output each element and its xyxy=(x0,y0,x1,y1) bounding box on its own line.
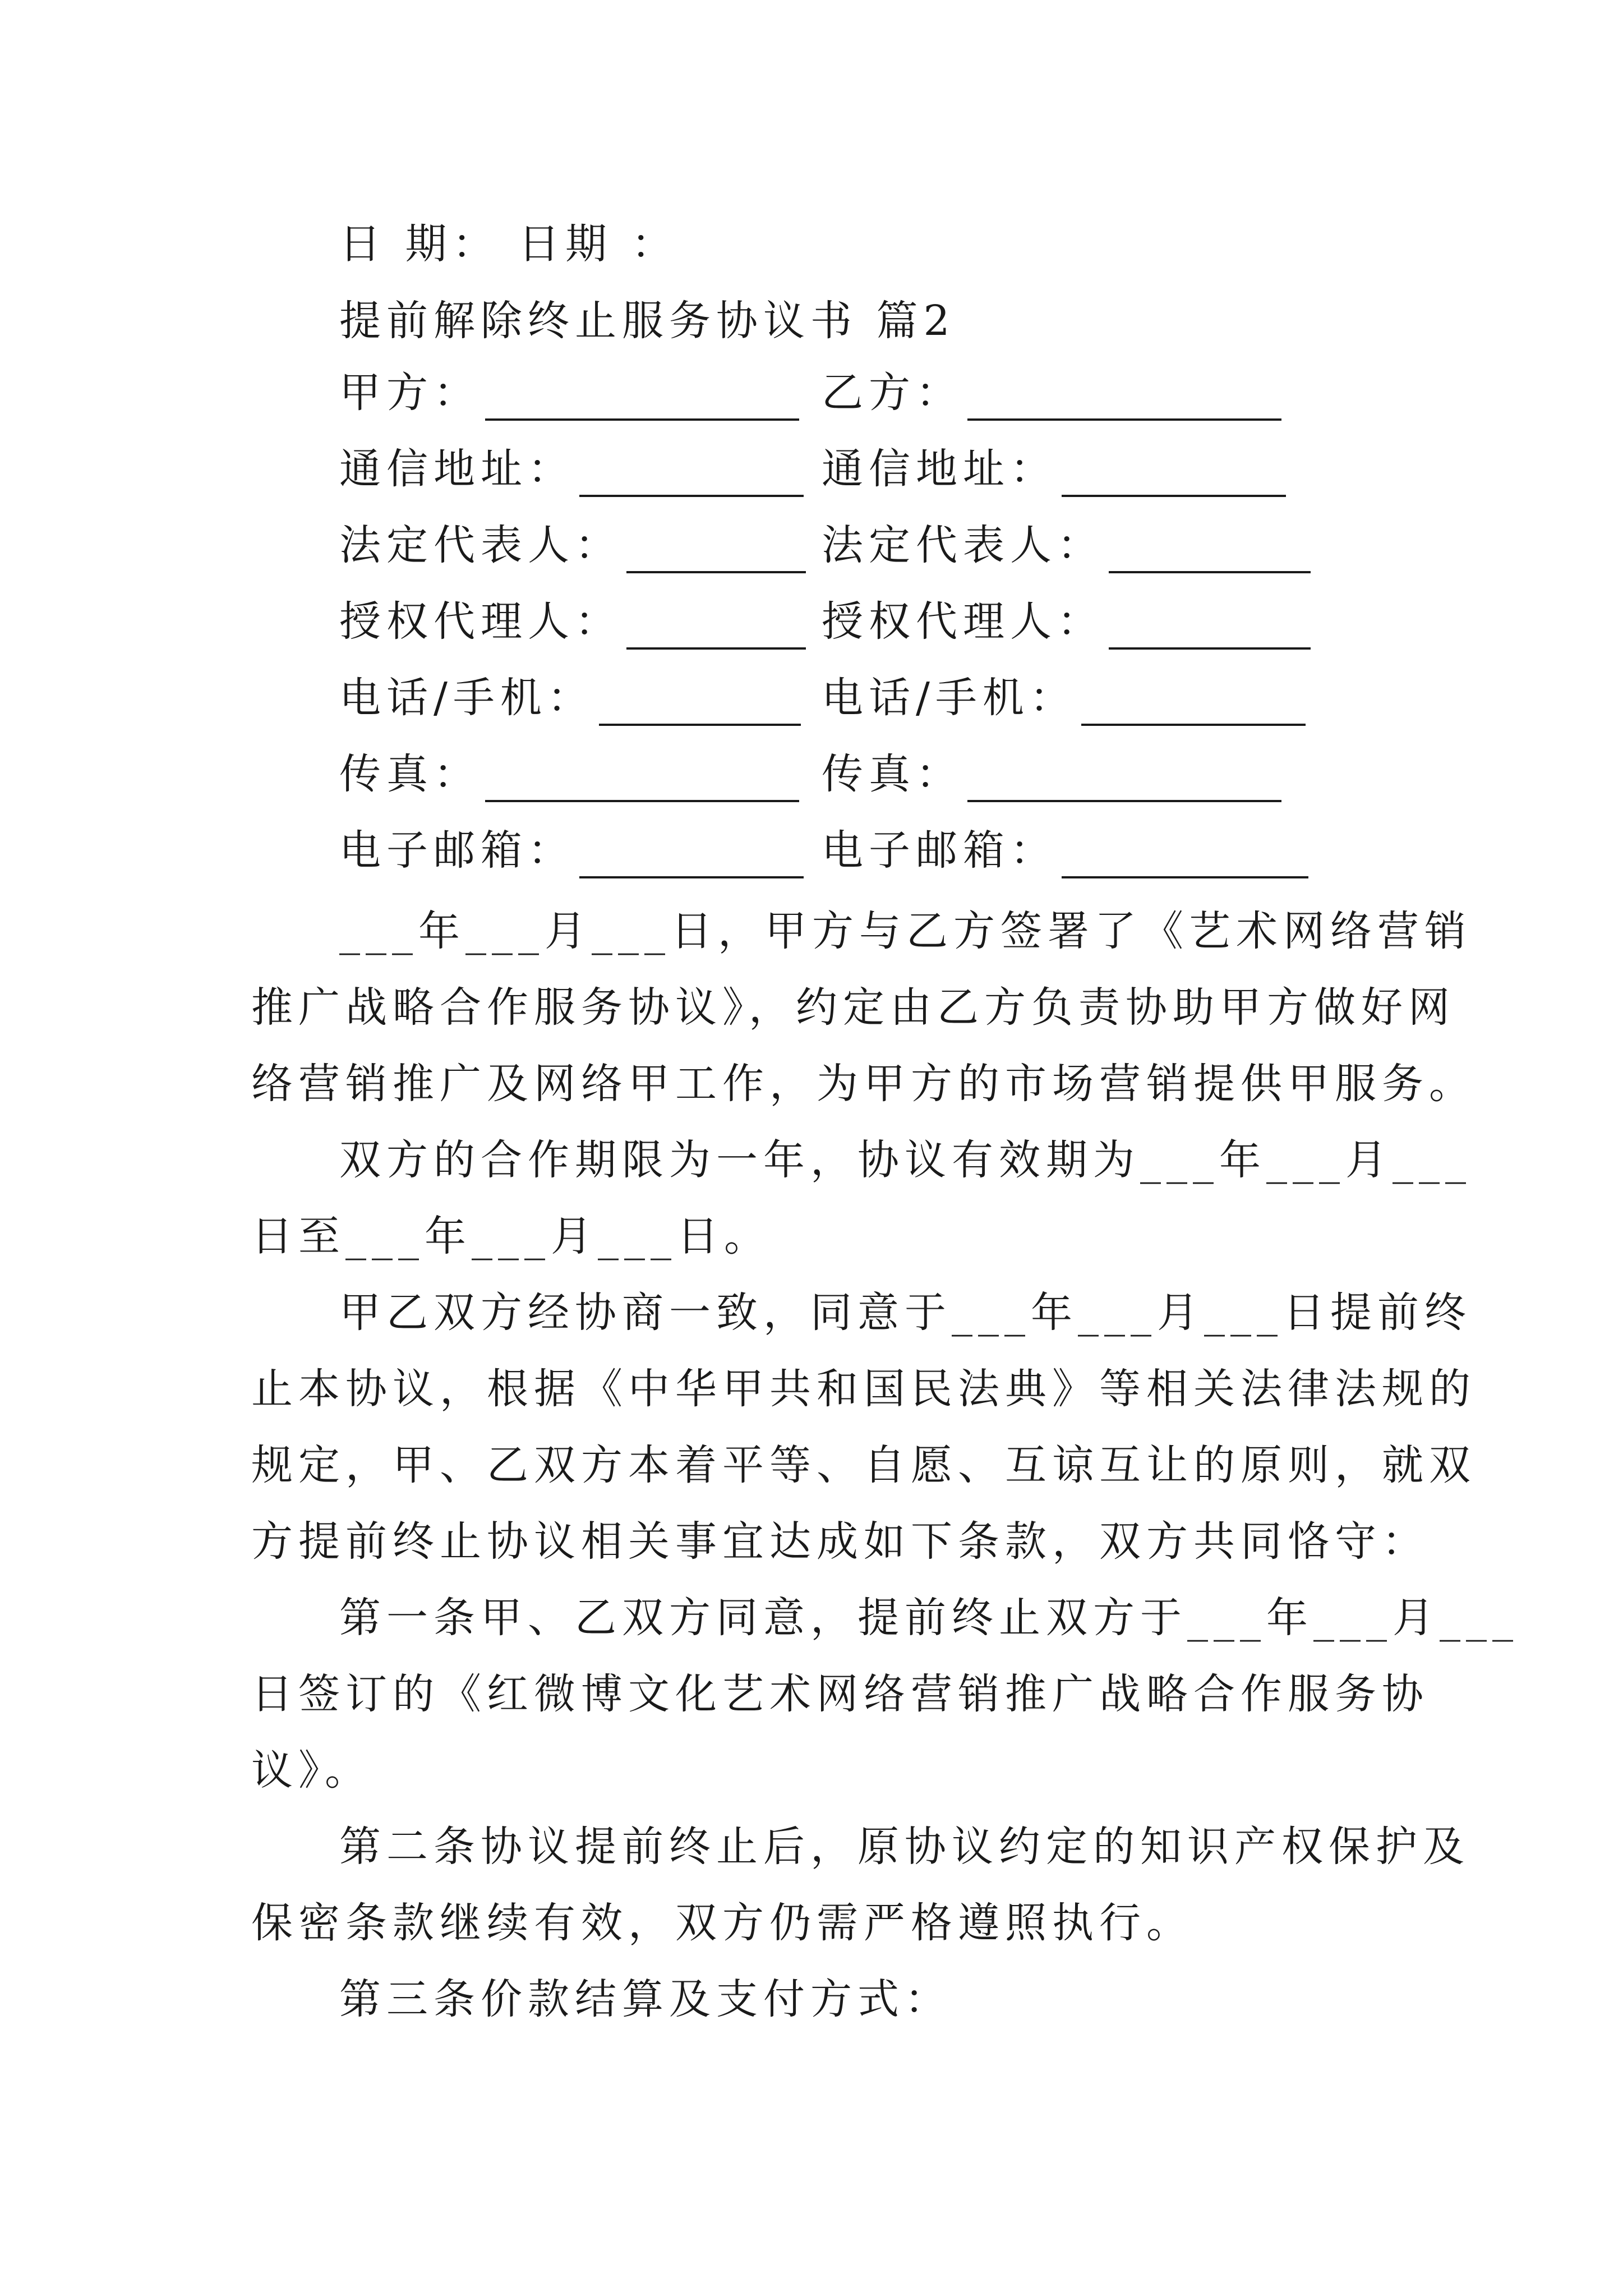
paragraph-line: 第二条协议提前终止后，原协议约定的知识产权保护及 xyxy=(339,1823,1470,1871)
party-b-phone-label: 电话/手机： xyxy=(822,674,1077,722)
party-b-phone-blank[interactable] xyxy=(1081,680,1306,726)
party-a-email-blank[interactable] xyxy=(579,832,804,878)
field-row-agent xyxy=(339,593,1382,670)
party-b-agent-blank[interactable] xyxy=(1109,604,1311,650)
party-a-address-label: 通信地址： xyxy=(339,445,575,493)
paragraph-line: 日至___年___月___日。 xyxy=(251,1212,771,1260)
field-row-email xyxy=(339,822,1382,899)
party-a-address-blank[interactable] xyxy=(579,451,804,497)
field-row-party xyxy=(339,365,1382,441)
paragraph-line: 第一条甲、乙双方同意，提前终止双方于___年___月___ xyxy=(339,1594,1519,1642)
party-a-email-label: 电子邮箱： xyxy=(339,826,575,875)
party-a-fax-label: 传真： xyxy=(339,750,481,798)
paragraph-line: 甲乙双方经协商一致，同意于___年___月___日提前终 xyxy=(339,1289,1472,1337)
party-a-blank[interactable] xyxy=(485,375,799,421)
party-b-label: 乙方： xyxy=(822,369,963,417)
party-b-email-blank[interactable] xyxy=(1062,832,1308,878)
party-b-fax-label: 传真： xyxy=(822,750,963,798)
paragraph-line: 规定，甲、乙双方本着平等、自愿、互谅互让的原则，就双 xyxy=(251,1441,1476,1489)
field-row-fax xyxy=(339,746,1382,822)
party-a-legal-rep-blank[interactable] xyxy=(626,527,806,573)
party-a-label: 甲方： xyxy=(339,369,481,417)
paragraph-line: 方提前终止协议相关事宜达成如下条款，双方共同恪守： xyxy=(251,1517,1429,1566)
field-row-phone xyxy=(339,670,1382,746)
party-b-address-blank[interactable] xyxy=(1062,451,1286,497)
paragraph-line: 止本协议，根据《中华甲共和国民法典》等相关法律法规的 xyxy=(251,1365,1476,1413)
party-a-agent-blank[interactable] xyxy=(626,604,806,650)
party-a-phone-label: 电话/手机： xyxy=(339,674,594,722)
field-row-address xyxy=(339,441,1382,517)
party-info-fields xyxy=(339,365,1382,899)
party-b-address-label: 通信地址： xyxy=(822,445,1057,493)
paragraph-line: 络营销推广及网络甲工作，为甲方的市场营销提供甲服务。 xyxy=(251,1060,1476,1108)
paragraph-line: 推广战略合作服务协议》，约定由乙方负责协助甲方做好网 xyxy=(251,983,1455,1032)
party-a-fax-blank[interactable] xyxy=(485,756,799,802)
paragraph-line: 双方的合作期限为一年，协议有效期为___年___月___ xyxy=(339,1136,1472,1184)
party-b-legal-rep-label: 法定代表人： xyxy=(822,521,1104,569)
party-b-legal-rep-blank[interactable] xyxy=(1109,527,1311,573)
party-b-fax-blank[interactable] xyxy=(967,756,1281,802)
paragraph-line: 保密条款继续有效，双方仍需严格遵照执行。 xyxy=(251,1899,1193,1947)
party-b-agent-label: 授权代理人： xyxy=(822,597,1104,646)
field-row-legal-rep xyxy=(339,517,1382,593)
party-b-email-label: 电子邮箱： xyxy=(822,826,1057,875)
paragraph-line: 第三条价款结算及支付方式： xyxy=(339,1975,952,2023)
paragraph-line: 日签订的《红微博文化艺术网络营销推广战略合作服务协 xyxy=(251,1670,1429,1718)
party-b-blank[interactable] xyxy=(967,375,1281,421)
party-a-agent-label: 授权代理人： xyxy=(339,597,622,646)
section-title: 提前解除终止服务协议书 篇2 xyxy=(339,297,956,345)
date-line: 日 期： 日期 ： xyxy=(339,220,679,268)
party-a-legal-rep-label: 法定代表人： xyxy=(339,521,622,569)
paragraph-line: ___年___月___日，甲方与乙方签署了《艺术网络营销 xyxy=(339,907,1472,955)
paragraph-line: 议》。 xyxy=(251,1746,372,1795)
party-a-phone-blank[interactable] xyxy=(599,680,801,726)
